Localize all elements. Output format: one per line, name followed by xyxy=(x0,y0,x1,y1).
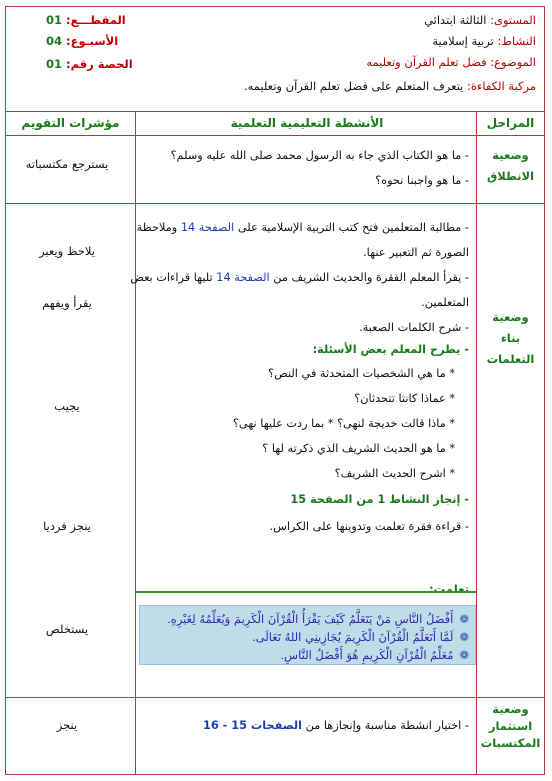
stage-title: التعلمات xyxy=(486,352,535,366)
page-ref: الصفحات 15 - 16 xyxy=(202,719,303,732)
segment-line xyxy=(46,13,126,27)
activity-item: - يقرأ المعلم الفقرة والحديث الشريف من الصفحة 14 تليها قراءات بعض xyxy=(130,271,469,284)
segment-value: 01 xyxy=(46,13,63,27)
stage-invest xyxy=(477,701,544,752)
week-value: 04 xyxy=(46,34,63,48)
activity-item: - شرح الكلمات الصعبة. xyxy=(359,321,469,334)
indicator: ينجز xyxy=(56,718,78,732)
topic-line xyxy=(366,55,536,69)
topic-value: فضل تعلم القرآن وتعليمه xyxy=(366,55,487,69)
indicator: يقرأ ويفهم xyxy=(42,296,92,310)
page-ref: الصفحة 14 xyxy=(216,271,270,284)
level-label: المستوى: xyxy=(490,13,536,27)
learned-box xyxy=(139,605,476,665)
competence-line xyxy=(244,79,536,93)
table-header xyxy=(6,111,544,136)
learned-underline xyxy=(136,591,476,593)
flower-icon: ❁ xyxy=(459,612,469,626)
competence-value: يتعرف المتعلم على فضل تعلم القرآن وتعليمه. xyxy=(243,79,464,93)
session-line xyxy=(46,57,133,71)
stage-title: استثمار xyxy=(488,719,533,733)
invest-activity: - اختيار انشطة مناسبة وإنجازها من الصفحات 15 - 16 xyxy=(202,719,469,732)
learned-item: ❁أَفْضَلُ النَّاسِ مَنْ يَتَعَلَّمُ كَيْفَ يَقْرَأُ الْقُرْآنَ الْكَرِيمَ وَيُعَلِّمُهُ لِغَيْرِهِ. xyxy=(167,612,469,626)
stage-title: وضعية xyxy=(492,702,529,716)
learned-item: ❁لَمَّا أَتَعَلَّمُ الْقُرْآنَ الْكَرِيمَ يُجَازِينِي اللهُ تَعَالَى. xyxy=(252,630,469,644)
col-divider xyxy=(476,111,477,774)
header xyxy=(6,7,544,112)
col-activities: الأنشطة التعليمية التعلمية xyxy=(230,116,384,130)
indicator: يلاحظ ويعبر xyxy=(39,244,95,258)
week-label: الأسبـوع: xyxy=(66,34,119,48)
row-divider xyxy=(6,697,544,698)
activity-item: المتعلمين. xyxy=(421,296,469,309)
activity-value: تربية إسلامية xyxy=(432,34,494,48)
sheet-frame xyxy=(5,6,545,775)
page-ref: الصفحة 14 xyxy=(180,221,235,234)
session-label: الحصة رقم: xyxy=(66,57,133,71)
question-item: * ماذا قالت خديجة لنهى؟ * بما ردت عليها نهى؟ xyxy=(232,417,455,430)
row-divider xyxy=(6,203,544,204)
flower-icon: ❁ xyxy=(459,630,469,644)
indicator: يسترجع مكتسباته xyxy=(25,157,109,171)
level-value: الثالثة ابتدائي xyxy=(424,13,487,27)
indicator: ينجز فرديا xyxy=(43,519,91,533)
activity-line xyxy=(432,34,536,48)
session-value: 01 xyxy=(46,57,63,71)
question-item: * اشرح الحديث الشريف؟ xyxy=(334,467,455,480)
build-activities xyxy=(129,219,469,535)
col-indicators: مؤشرات التقويم xyxy=(21,116,120,130)
col-stages: المراحل xyxy=(486,116,535,130)
stage-title: وضعية xyxy=(492,148,529,162)
task-item: - إنجاز النشاط 1 من الصفحة 15 xyxy=(290,493,469,506)
launch-question: - ما هو الكتاب الذي جاء به الرسول محمد صلى الله عليه وسلم؟ xyxy=(170,149,469,162)
activity-item: - مطالبة المتعلمين فتح كتب التربية الإسلامية على الصفحة 14 وملاحظة xyxy=(136,221,469,234)
competence-label: مركبة الكفاءة: xyxy=(467,79,536,93)
flower-icon: ❁ xyxy=(459,648,469,662)
stage-title: بناء xyxy=(500,331,521,345)
question-item: * عماذا كانتا تتحدثان؟ xyxy=(354,392,455,405)
question-item: * ما هو الحديث الشريف الذي ذكرته لها ؟ xyxy=(262,442,455,455)
stage-launch xyxy=(477,145,544,187)
activity-item: - يطرح المعلم بعض الأسئلة: xyxy=(312,343,469,356)
stage-title: وضعية xyxy=(492,310,529,324)
topic-label: الموضوع: xyxy=(490,55,536,69)
stage-title: المكتسبات xyxy=(480,736,541,750)
indicator: يجيب xyxy=(54,399,80,413)
week-line xyxy=(46,34,118,48)
launch-questions xyxy=(129,147,469,189)
question-item: * ما هي الشخصيات المتحدثة في النص؟ xyxy=(268,367,455,380)
learned-title: تعلمت: xyxy=(429,582,469,596)
segment-label: المقطـــع: xyxy=(66,13,126,27)
indicator: يستخلص xyxy=(45,622,89,636)
activity-item: الصورة ثم التعبير عنها. xyxy=(363,246,469,259)
activity-item: - قراءة فقرة تعلمت وتدوينها على الكراس. xyxy=(269,520,469,533)
launch-question: - ما هو واجبنا نحوه؟ xyxy=(375,174,469,187)
learned-item: ❁مُعَلِّمُ الْقُرْآنِ الْكَرِيمِ هُوَ أَفْضَلُ النَّاسِ. xyxy=(280,648,469,662)
activity-label: النشاط: xyxy=(497,34,536,48)
level-line xyxy=(424,13,536,27)
stage-build xyxy=(477,307,544,370)
stage-title: الانطلاق xyxy=(486,169,535,183)
